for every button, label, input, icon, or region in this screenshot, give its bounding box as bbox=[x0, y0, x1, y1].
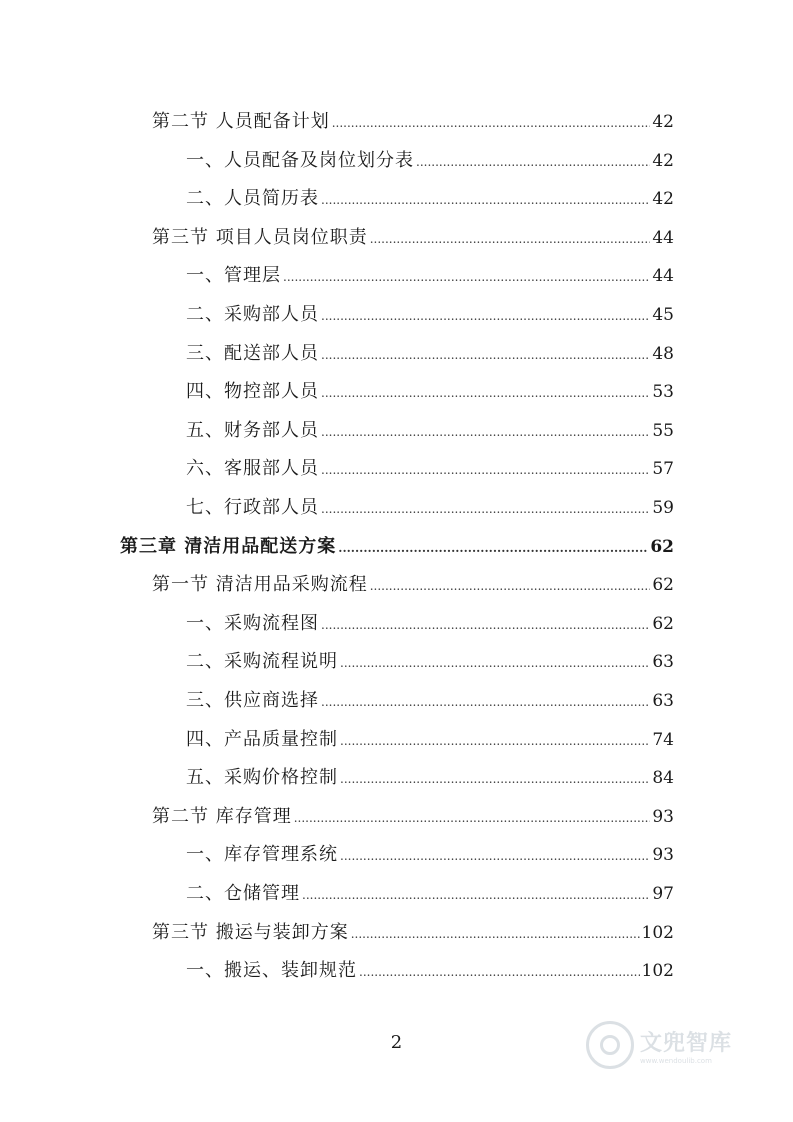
toc-entry-page: 44 bbox=[652, 266, 674, 287]
dot-leader bbox=[321, 387, 650, 399]
toc-entry-page: 63 bbox=[652, 691, 674, 711]
toc-entry-page: 74 bbox=[652, 729, 674, 750]
dot-leader bbox=[359, 966, 640, 978]
dot-leader bbox=[321, 194, 650, 206]
toc-entry-page: 63 bbox=[652, 652, 674, 673]
toc-entry-label: 第三节 项目人员岗位职责 bbox=[152, 226, 368, 248]
toc-entry-item[interactable] bbox=[186, 450, 674, 480]
dot-leader bbox=[302, 889, 650, 901]
toc-entry-label: 一、库存管理系统 bbox=[186, 844, 338, 866]
toc-entry-page: 102 bbox=[641, 922, 674, 943]
toc-entry-label: 六、客服部人员 bbox=[186, 458, 319, 480]
toc-entry-page: 93 bbox=[652, 806, 674, 827]
toc-entry-item[interactable] bbox=[186, 335, 674, 365]
dot-leader bbox=[294, 812, 651, 824]
toc-entry-label: 五、财务部人员 bbox=[186, 419, 319, 441]
toc-entry-item[interactable] bbox=[186, 759, 674, 789]
toc-entry-item[interactable] bbox=[186, 489, 674, 519]
toc-entry-page: 93 bbox=[652, 845, 674, 866]
toc-entry-page: 59 bbox=[652, 498, 674, 518]
toc-entry-item[interactable] bbox=[186, 257, 674, 287]
toc-entry-item[interactable] bbox=[186, 296, 674, 326]
toc-entry-page: 84 bbox=[652, 768, 674, 789]
toc-entry-page: 62 bbox=[650, 536, 674, 557]
dot-leader bbox=[338, 542, 648, 554]
dot-leader bbox=[370, 233, 651, 245]
toc-entry-page: 44 bbox=[652, 227, 674, 248]
dot-leader bbox=[321, 696, 650, 708]
toc-entry-item[interactable] bbox=[186, 180, 674, 210]
dot-leader bbox=[340, 735, 650, 747]
toc-entry-item[interactable] bbox=[186, 952, 674, 982]
dot-leader bbox=[321, 619, 650, 631]
toc-entry-section[interactable] bbox=[152, 219, 674, 249]
dot-leader bbox=[416, 156, 650, 168]
toc-entry-label: 七、行政部人员 bbox=[186, 497, 319, 518]
toc-entry-item[interactable] bbox=[186, 721, 674, 751]
toc-entry-label: 四、产品质量控制 bbox=[186, 728, 338, 750]
toc-entry-item[interactable] bbox=[186, 682, 674, 712]
toc-entry-item[interactable] bbox=[186, 412, 674, 442]
toc-entry-label: 二、采购流程说明 bbox=[186, 651, 338, 673]
dot-leader bbox=[321, 464, 650, 476]
toc-entry-label: 二、人员简历表 bbox=[186, 188, 319, 210]
dot-leader bbox=[321, 503, 650, 515]
dot-leader bbox=[321, 426, 650, 438]
toc-entry-item[interactable] bbox=[186, 643, 674, 673]
toc-entry-page: 55 bbox=[652, 420, 674, 441]
toc-entry-page: 97 bbox=[652, 884, 674, 904]
toc-entry-label: 二、采购部人员 bbox=[186, 304, 319, 325]
toc-entry-page: 42 bbox=[652, 112, 674, 132]
toc-entry-item[interactable] bbox=[186, 836, 674, 866]
dot-leader bbox=[332, 117, 651, 129]
toc-entry-label: 一、管理层 bbox=[186, 265, 281, 287]
watermark bbox=[586, 1015, 756, 1075]
toc-entry-page: 45 bbox=[652, 305, 674, 325]
toc-entry-label: 第一节 清洁用品采购流程 bbox=[152, 574, 368, 596]
toc-entry-label: 一、采购流程图 bbox=[186, 612, 319, 634]
toc-entry-label: 一、搬运、装卸规范 bbox=[186, 960, 357, 982]
dot-leader bbox=[340, 657, 650, 669]
toc-entry-label: 三、配送部人员 bbox=[186, 342, 319, 364]
toc-entry-page: 62 bbox=[652, 613, 674, 634]
toc-entry-page: 48 bbox=[652, 343, 674, 364]
toc-entry-page: 42 bbox=[652, 150, 674, 171]
dot-leader bbox=[370, 580, 651, 592]
toc-entry-label: 第三章 清洁用品配送方案 bbox=[120, 535, 337, 557]
wendou-logo-icon bbox=[586, 1021, 634, 1069]
toc-entry-chapter[interactable] bbox=[120, 528, 674, 558]
toc-entry-page: 62 bbox=[652, 575, 674, 596]
toc-entry-page: 53 bbox=[652, 382, 674, 403]
toc-entry-label: 五、采购价格控制 bbox=[186, 767, 338, 789]
toc-entry-section[interactable] bbox=[152, 566, 674, 596]
toc-entry-label: 一、人员配备及岗位划分表 bbox=[186, 149, 414, 171]
dot-leader bbox=[351, 928, 640, 940]
toc-entry-item[interactable] bbox=[186, 605, 674, 635]
toc-entry-section[interactable] bbox=[152, 914, 674, 944]
page-number: 2 bbox=[390, 1032, 403, 1053]
toc-entry-label: 第二节 人员配备计划 bbox=[152, 111, 330, 132]
watermark-name: 文兜智库 bbox=[640, 1030, 733, 1056]
toc-entry-section[interactable] bbox=[152, 798, 674, 828]
toc-entry-item[interactable] bbox=[186, 875, 674, 905]
toc-entry-item[interactable] bbox=[186, 373, 674, 403]
toc-entry-section[interactable] bbox=[152, 103, 674, 133]
toc-entry-page: 42 bbox=[652, 189, 674, 210]
dot-leader bbox=[340, 773, 650, 785]
watermark-url: www.wendoulib.com bbox=[640, 1056, 712, 1065]
toc-entry-label: 二、仓储管理 bbox=[186, 883, 300, 904]
toc-entry-label: 第三节 搬运与装卸方案 bbox=[152, 921, 349, 943]
dot-leader bbox=[283, 271, 650, 283]
dot-leader bbox=[340, 850, 650, 862]
dot-leader bbox=[321, 349, 650, 361]
toc-entry-item[interactable] bbox=[186, 142, 674, 172]
toc-entry-label: 三、供应商选择 bbox=[186, 690, 319, 711]
toc-entry-page: 57 bbox=[652, 459, 674, 480]
toc-entry-label: 四、物控部人员 bbox=[186, 381, 319, 403]
toc-entry-label: 第二节 库存管理 bbox=[152, 805, 292, 827]
dot-leader bbox=[321, 310, 650, 322]
toc-entry-page: 102 bbox=[641, 961, 674, 982]
